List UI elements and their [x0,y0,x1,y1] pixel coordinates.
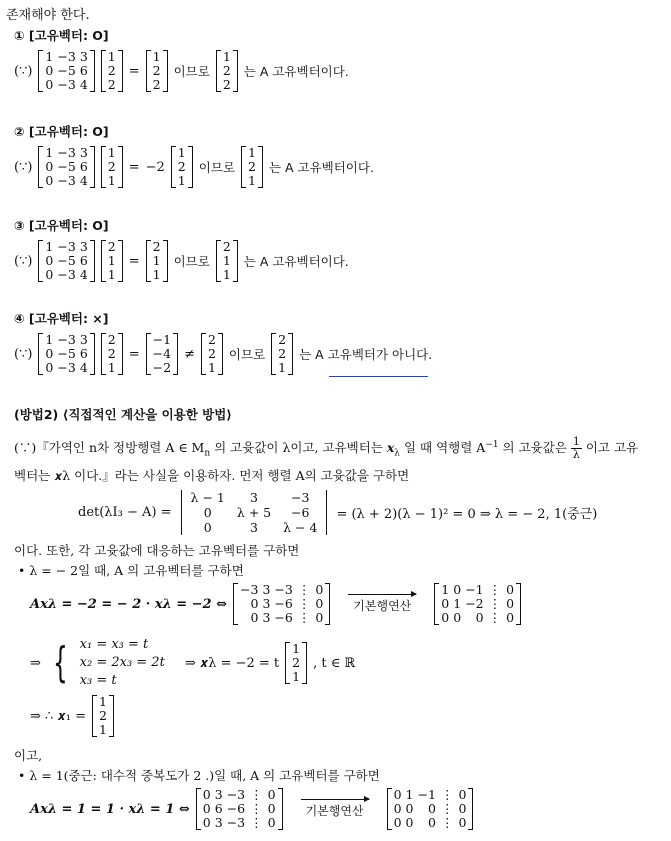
row-reduction-arrow: 기본행연산 [348,594,416,614]
and-text: 이고, [14,748,43,763]
case2-rref-matrix: 0 1 −1 ⋮ 0 0 0 0 ⋮ 0 0 0 0 ⋮ 0 [387,788,474,830]
case1-system: ⇒ { x₁ = x₃ = t x₂ = 2x₃ = 2t x₃ = t ⇒ 𝒙λ = −2 = t 1 2 1 , t ∈ ℝ [30,637,356,688]
candidate-vector: 1 2 1 [241,146,263,188]
result-vector: 1 2 2 [146,50,168,92]
because-sign: (∵) [14,346,33,362]
case1-equation: A𝒙λ = −2 = − 2 · 𝒙λ = −2 ⇔ −3 3 −3 ⋮ 0 0 3 −6 ⋮ 0 0 3 −6 ⋮ 0 기본행연산 1 0 −1 ⋮ 0 0 1 −2 ⋮ 0 0 0 0 ⋮ 0 [30,583,521,625]
item-equation-4: (∵) 1 −3 3 0 −5 6 0 −3 4 2 2 1 = −1 −4 −2 ≠ 2 2 1 이므로 2 2 1 는 A 고유벡터가 아니다. [14,332,433,375]
case1-eigenvector: 1 2 1 [285,642,307,684]
determinant-matrix: λ − 1 3 −3 0 λ + 5 −6 0 3 λ − 4 [178,490,331,535]
candidate-vector: 2 2 1 [271,333,293,375]
case2-equation: A𝒙λ = 1 = 1 · 𝒙λ = 1 ⇔ 0 3 −3 ⋮ 0 0 6 −6 ⋮ 0 0 3 −3 ⋮ 0 기본행연산 0 1 −1 ⋮ 0 0 0 0 ⋮ 0 0 0 0 ⋮ 0 [30,788,473,830]
item-equation-2: (∵) 1 −3 3 0 −5 6 0 −3 4 1 2 1 = −2 1 2 1 이므로 1 2 1 는 A 고유벡터이다. [14,145,374,188]
therefore-line: ⇒ ∴ 𝒙₁ = 1 2 1 [30,695,114,737]
row-reduction-arrow-2: 기본행연산 [301,799,369,819]
test-vector: 2 1 1 [101,240,123,282]
because-sign: (∵) [14,253,33,269]
case2-augmented-matrix: 0 3 −3 ⋮ 0 0 6 −6 ⋮ 0 0 3 −3 ⋮ 0 [196,788,283,830]
result-vector: 2 1 1 [146,240,168,282]
method2-para1: (∵)『가역인 n차 정방행렬 A ∈ $M_n$ 의 고윳값이 λ이고, 고유벡터는 $x_\lambda$ 일 때 역행렬 $A^{-1}$ 의 고윳값은 $\frac{1}{\lambda}$ 이고 고유 [14,435,639,461]
candidate-vector: 2 1 1 [216,240,238,282]
because-sign: (∵) [14,159,33,175]
case1-rref-matrix: 1 0 −1 ⋮ 0 0 1 −2 ⋮ 0 0 0 0 ⋮ 0 [434,583,521,625]
x1-vector: 1 2 1 [92,695,114,737]
result-vector: 1 2 1 [171,146,193,188]
case1-text: • λ = − 2일 때, A 의 고유벡터를 구하면 [18,563,244,578]
determinant-equation: det(λI₃ − A) = λ − 1 3 −3 0 λ + 5 −6 0 3 λ − 4 = (λ + 2)(λ − 1)² = 0 ⇒ λ = − 2, 1(중근) [78,490,598,535]
inverse-eigen-fraction: $\frac{1}{\lambda}$ [572,435,580,461]
item-title-3: ③ [고유벡터: O] [14,218,109,233]
test-vector: 1 2 2 [101,50,123,92]
case1-augmented-matrix: −3 3 −3 ⋮ 0 0 3 −6 ⋮ 0 0 3 −6 ⋮ 0 [233,583,330,625]
method2-para3: 이다. 또한, 각 고윳값에 대응하는 고유벡터를 구하면 [14,543,300,558]
item-title-1: ① [고유벡터: O] [14,28,109,43]
compare-vector: 2 2 1 [201,333,223,375]
item-title-4: ④ [고유벡터: ×] [14,311,109,326]
because-sign: (∵) [14,63,33,79]
case2-text: • λ = 1(중근: 대수적 중복도가 2 .)일 때, A 의 고유벡터를 구하면 [18,768,380,783]
test-vector: 1 2 1 [101,146,123,188]
intro-text: 존재해야 한다. [6,8,90,23]
matrix-a: 1 −3 3 0 −5 6 0 −3 4 [38,240,94,282]
test-vector: 2 2 1 [101,333,123,375]
underline-mark [329,376,428,377]
method2-para2: 벡터는 𝒙λ 이다.』라는 사실을 이용하자. 먼저 행렬 A의 고윳값을 구하면 [14,468,410,483]
matrix-a: 1 −3 3 0 −5 6 0 −3 4 [38,146,94,188]
item-title-2: ② [고유벡터: O] [14,124,109,139]
item-equation-3: (∵) 1 −3 3 0 −5 6 0 −3 4 2 1 1 = 2 1 1 이므로 2 1 1 는 A 고유벡터이다. [14,239,349,282]
matrix-a: 1 −3 3 0 −5 6 0 −3 4 [38,50,94,92]
candidate-vector: 1 2 2 [216,50,238,92]
matrix-a: 1 −3 3 0 −5 6 0 −3 4 [38,333,94,375]
item-equation-1: (∵) 1 −3 3 0 −5 6 0 −3 4 1 2 2 = 1 2 2 이므로 1 2 2 는 A 고유벡터이다. [14,49,349,92]
result-vector: −1 −4 −2 [146,333,178,375]
method2-heading: (방법2) ⟨직접적인 계산을 이용한 방법⟩ [14,407,233,422]
